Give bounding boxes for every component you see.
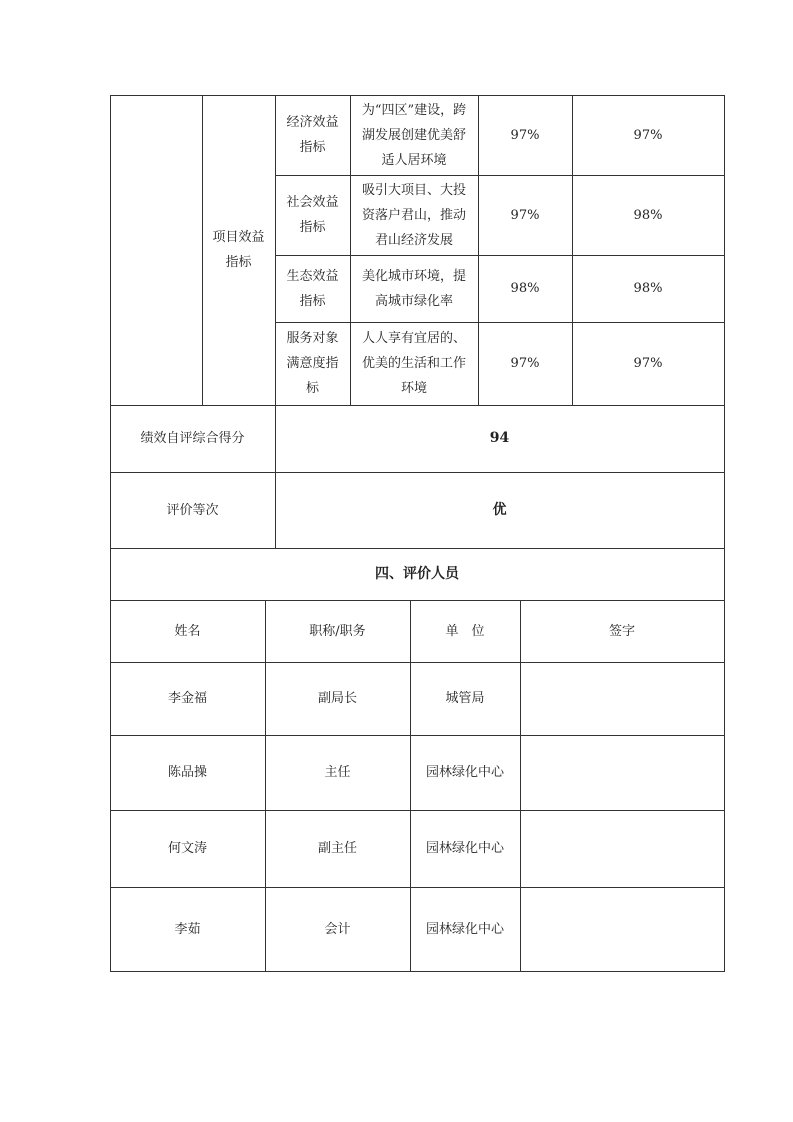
section-title: 四、评价人员	[110, 548, 725, 601]
grade-value: 优	[275, 472, 725, 549]
actual-value: 97%	[572, 95, 725, 176]
indicator-name: 生态效益指标	[275, 255, 351, 323]
score-label: 绩效自评综合得分	[110, 405, 276, 473]
indicator-description: 吸引大项目、大投资落户君山，推动君山经济发展	[350, 175, 479, 256]
actual-value: 97%	[572, 322, 725, 406]
indicator-description: 人人享有宜居的、优美的生活和工作环境	[350, 322, 479, 406]
category-cell: 项目效益指标	[202, 95, 276, 406]
column-header: 姓名	[110, 600, 266, 663]
person-unit: 城管局	[410, 662, 521, 736]
grade-label: 评价等次	[110, 472, 276, 549]
actual-value: 98%	[572, 255, 725, 323]
target-value: 97%	[478, 322, 573, 406]
person-unit: 园林绿化中心	[410, 887, 521, 972]
indicator-name: 服务对象满意度指标	[275, 322, 351, 406]
actual-value: 98%	[572, 175, 725, 256]
empty-cell	[110, 95, 203, 406]
person-title: 副主任	[265, 810, 411, 888]
indicator-description: 美化城市环境，提高城市绿化率	[350, 255, 479, 323]
signature-cell	[520, 810, 725, 888]
person-name: 李茹	[110, 887, 266, 972]
target-value: 97%	[478, 175, 573, 256]
person-unit: 园林绿化中心	[410, 735, 521, 811]
indicator-name: 经济效益指标	[275, 95, 351, 176]
signature-cell	[520, 662, 725, 736]
person-unit: 园林绿化中心	[410, 810, 521, 888]
person-title: 主任	[265, 735, 411, 811]
target-value: 98%	[478, 255, 573, 323]
signature-cell	[520, 887, 725, 972]
column-header: 职称/职务	[265, 600, 411, 663]
person-name: 陈品操	[110, 735, 266, 811]
person-title: 会计	[265, 887, 411, 972]
score-value: 94	[275, 405, 725, 473]
column-header: 单 位	[410, 600, 521, 663]
indicator-description: 为“四区”建设，跨湖发展创建优美舒适人居环境	[350, 95, 479, 176]
signature-cell	[520, 735, 725, 811]
indicator-name: 社会效益指标	[275, 175, 351, 256]
person-name: 李金福	[110, 662, 266, 736]
person-name: 何文涛	[110, 810, 266, 888]
column-header: 签字	[520, 600, 725, 663]
target-value: 97%	[478, 95, 573, 176]
person-title: 副局长	[265, 662, 411, 736]
